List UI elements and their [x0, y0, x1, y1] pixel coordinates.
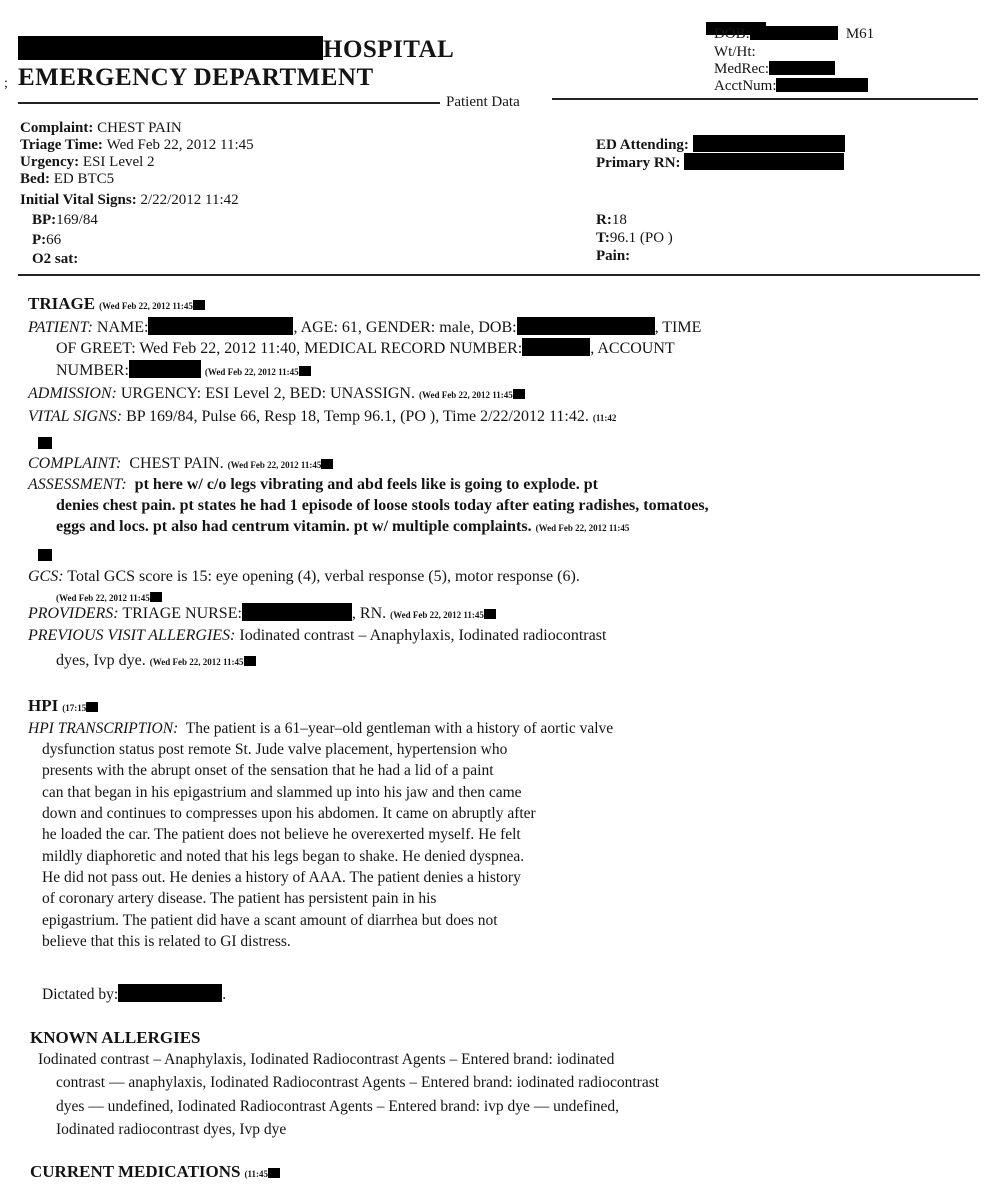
hospital-name-line — [18, 36, 454, 64]
pd-bed: Bed: ED BTC5 — [20, 171, 115, 187]
triage-assessment-line2: denies chest pain. pt states he had 1 episode of loose stools today after eating radishes, tomatoes, — [56, 497, 709, 514]
dob-row — [714, 26, 874, 43]
triage-complaint: COMPLAINT: CHEST PAIN. (Wed Feb 22, 2012 11:45 — [28, 453, 333, 476]
redacted-name — [148, 317, 293, 335]
triage-patient-line3: NUMBER: (Wed Feb 22, 2012 11:45 — [56, 360, 311, 383]
hpi-heading: HPI (17:15 — [28, 696, 98, 716]
medrec-row — [714, 61, 835, 78]
allergy-line-4: Iodinated radiocontrast dyes, Ivp dye — [56, 1121, 287, 1138]
triage-assessment-line3: eggs and locs. pt also had centrum vitamin. pt w/ multiple complaints. (Wed Feb 22, 2012 11:45 — [56, 518, 630, 535]
medrec-label: MedRec: — [714, 61, 769, 77]
redacted-attending — [693, 135, 845, 152]
pd-pulse: P:66 — [32, 232, 62, 248]
acctnum-row — [714, 78, 868, 95]
acctnum-label: AcctNum: — [714, 78, 777, 94]
pd-o2: O2 sat: — [32, 251, 79, 267]
triage-gcs: GCS: Total GCS score is 15: eye opening (4), verbal response (5), motor response (6). — [28, 568, 580, 585]
pd-resp: R:18 — [596, 212, 627, 228]
hpi-line-7: mildly diaphoretic and noted that his legs began to shake. He denied dyspnea. — [42, 848, 525, 865]
pd-triage-time: Triage Time: Wed Feb 22, 2012 11:45 — [20, 137, 254, 153]
hpi-line-8: He did not pass out. He denies a history of AAA. The patient denies a history — [42, 869, 521, 886]
triage-prev-allergies-line2: dyes, Ivp dye. (Wed Feb 22, 2012 11:45 — [56, 650, 256, 673]
hpi-line-2: dysfunction status post remote St. Jude valve placement, hypertension who — [42, 741, 508, 758]
allergy-line-3: dyes — undefined, Iodinated Radiocontrast Agents – Entered brand: ivp dye — undefined, — [56, 1098, 620, 1115]
redacted-rn — [684, 153, 844, 170]
hospital-word: HOSPITAL — [323, 36, 455, 63]
triage-assessment-line1: ASSESSMENT: pt here w/ c/o legs vibrating and abd feels like is going to explode. pt — [28, 476, 598, 493]
hpi-line-1: HPI TRANSCRIPTION: The patient is a 61–year–old gentleman with a history of aortic valve — [28, 720, 614, 737]
pd-primary-rn: Primary RN: — [596, 153, 844, 172]
gcs-timestamp: (Wed Feb 22, 2012 11:45 — [56, 588, 162, 606]
triage-providers: PROVIDERS: TRIAGE NURSE: , RN. (Wed Feb 22, 2012 11:45 — [28, 603, 496, 626]
triage-patient-line1: PATIENT: NAME: , AGE: 61, GENDER: male, DOB: , TIME — [28, 319, 702, 336]
hpi-dictated-by: Dictated by: . — [42, 986, 227, 1003]
hpi-line-6: he loaded the car. The patient does not believe he overexerted myself. He felt — [42, 826, 521, 843]
current-medications-heading: CURRENT MEDICATIONS (11:45 — [30, 1162, 280, 1182]
pd-pain: Pain: — [596, 248, 631, 264]
pd-complaint: Complaint: CHEST PAIN — [20, 120, 182, 136]
vitals-ts-redaction — [38, 433, 52, 451]
triage-prev-allergies-line1: PREVIOUS VISIT ALLERGIES: Iodinated contrast – Anaphylaxis, Iodinated radiocontrast — [28, 627, 607, 644]
redacted-dictator — [118, 984, 222, 1002]
hpi-line-10: epigastrium. The patient did have a scant amount of diarrhea but does not — [42, 912, 498, 929]
sex-age: M61 — [845, 26, 875, 42]
pd-bp: BP:169/84 — [32, 212, 98, 228]
hpi-line-11: believe that this is related to GI distress. — [42, 933, 291, 950]
redacted-mrn — [522, 338, 590, 356]
dob-label: DOB: — [714, 26, 750, 42]
redacted-hospital-name — [18, 36, 323, 60]
triage-heading: TRIAGE (Wed Feb 22, 2012 11:45 — [28, 294, 205, 314]
section-label-patient-data: Patient Data — [440, 94, 526, 111]
redacted-nurse — [242, 603, 352, 621]
assessment-ts-redaction — [38, 545, 52, 563]
pd-initial-vitals: Initial Vital Signs: 2/22/2012 11:42 — [20, 192, 239, 208]
hpi-line-9: of coronary artery disease. The patient has persistent pain in his — [42, 890, 437, 907]
rule-left — [18, 102, 442, 104]
known-allergies-heading: KNOWN ALLERGIES — [30, 1028, 201, 1047]
triage-admission: ADMISSION: URGENCY: ESI Level 2, BED: UNASSIGN. (Wed Feb 22, 2012 11:45 — [28, 383, 525, 406]
pd-urgency: Urgency: ESI Level 2 — [20, 154, 155, 170]
wtht-label: Wt/Ht: — [714, 44, 756, 60]
allergy-line-2: contrast –– anaphylaxis, Iodinated Radiocontrast Agents – Entered brand: iodinated radiocontrast — [56, 1074, 660, 1091]
hpi-line-4: can that began in his epigastrium and slammed up into his jaw and then came — [42, 784, 522, 801]
triage-patient-line2: OF GREET: Wed Feb 22, 2012 11:40, MEDICAL RECORD NUMBER: , ACCOUNT — [56, 340, 675, 357]
pd-ed-attending: ED Attending: — [596, 135, 845, 154]
redacted-acctnum — [776, 78, 868, 92]
triage-vital-signs: VITAL SIGNS: BP 169/84, Pulse 66, Resp 18, Temp 96.1, (PO ), Time 2/22/2012 11:42. (11:42 — [28, 408, 617, 425]
rule-patient-data-bottom — [18, 274, 980, 276]
margin-mark: ; — [4, 76, 8, 91]
allergy-line-1: Iodinated contrast – Anaphylaxis, Iodinated Radiocontrast Agents – Entered brand: iodinated — [38, 1051, 615, 1068]
redacted-dob — [750, 26, 838, 40]
hpi-line-3: presents with the abrupt onset of the sensation that he had a lid of a paint — [42, 762, 494, 779]
redacted-account — [129, 360, 201, 378]
department-title: EMERGENCY DEPARTMENT — [18, 64, 374, 91]
redacted-medrec — [769, 61, 835, 75]
hpi-line-5: down and continues to compresses upon his abdomen. It came on abruptly after — [42, 805, 536, 822]
redacted-dob-2 — [517, 317, 655, 335]
rule-right — [552, 98, 978, 100]
pd-temp: T:96.1 (PO ) — [596, 230, 673, 246]
